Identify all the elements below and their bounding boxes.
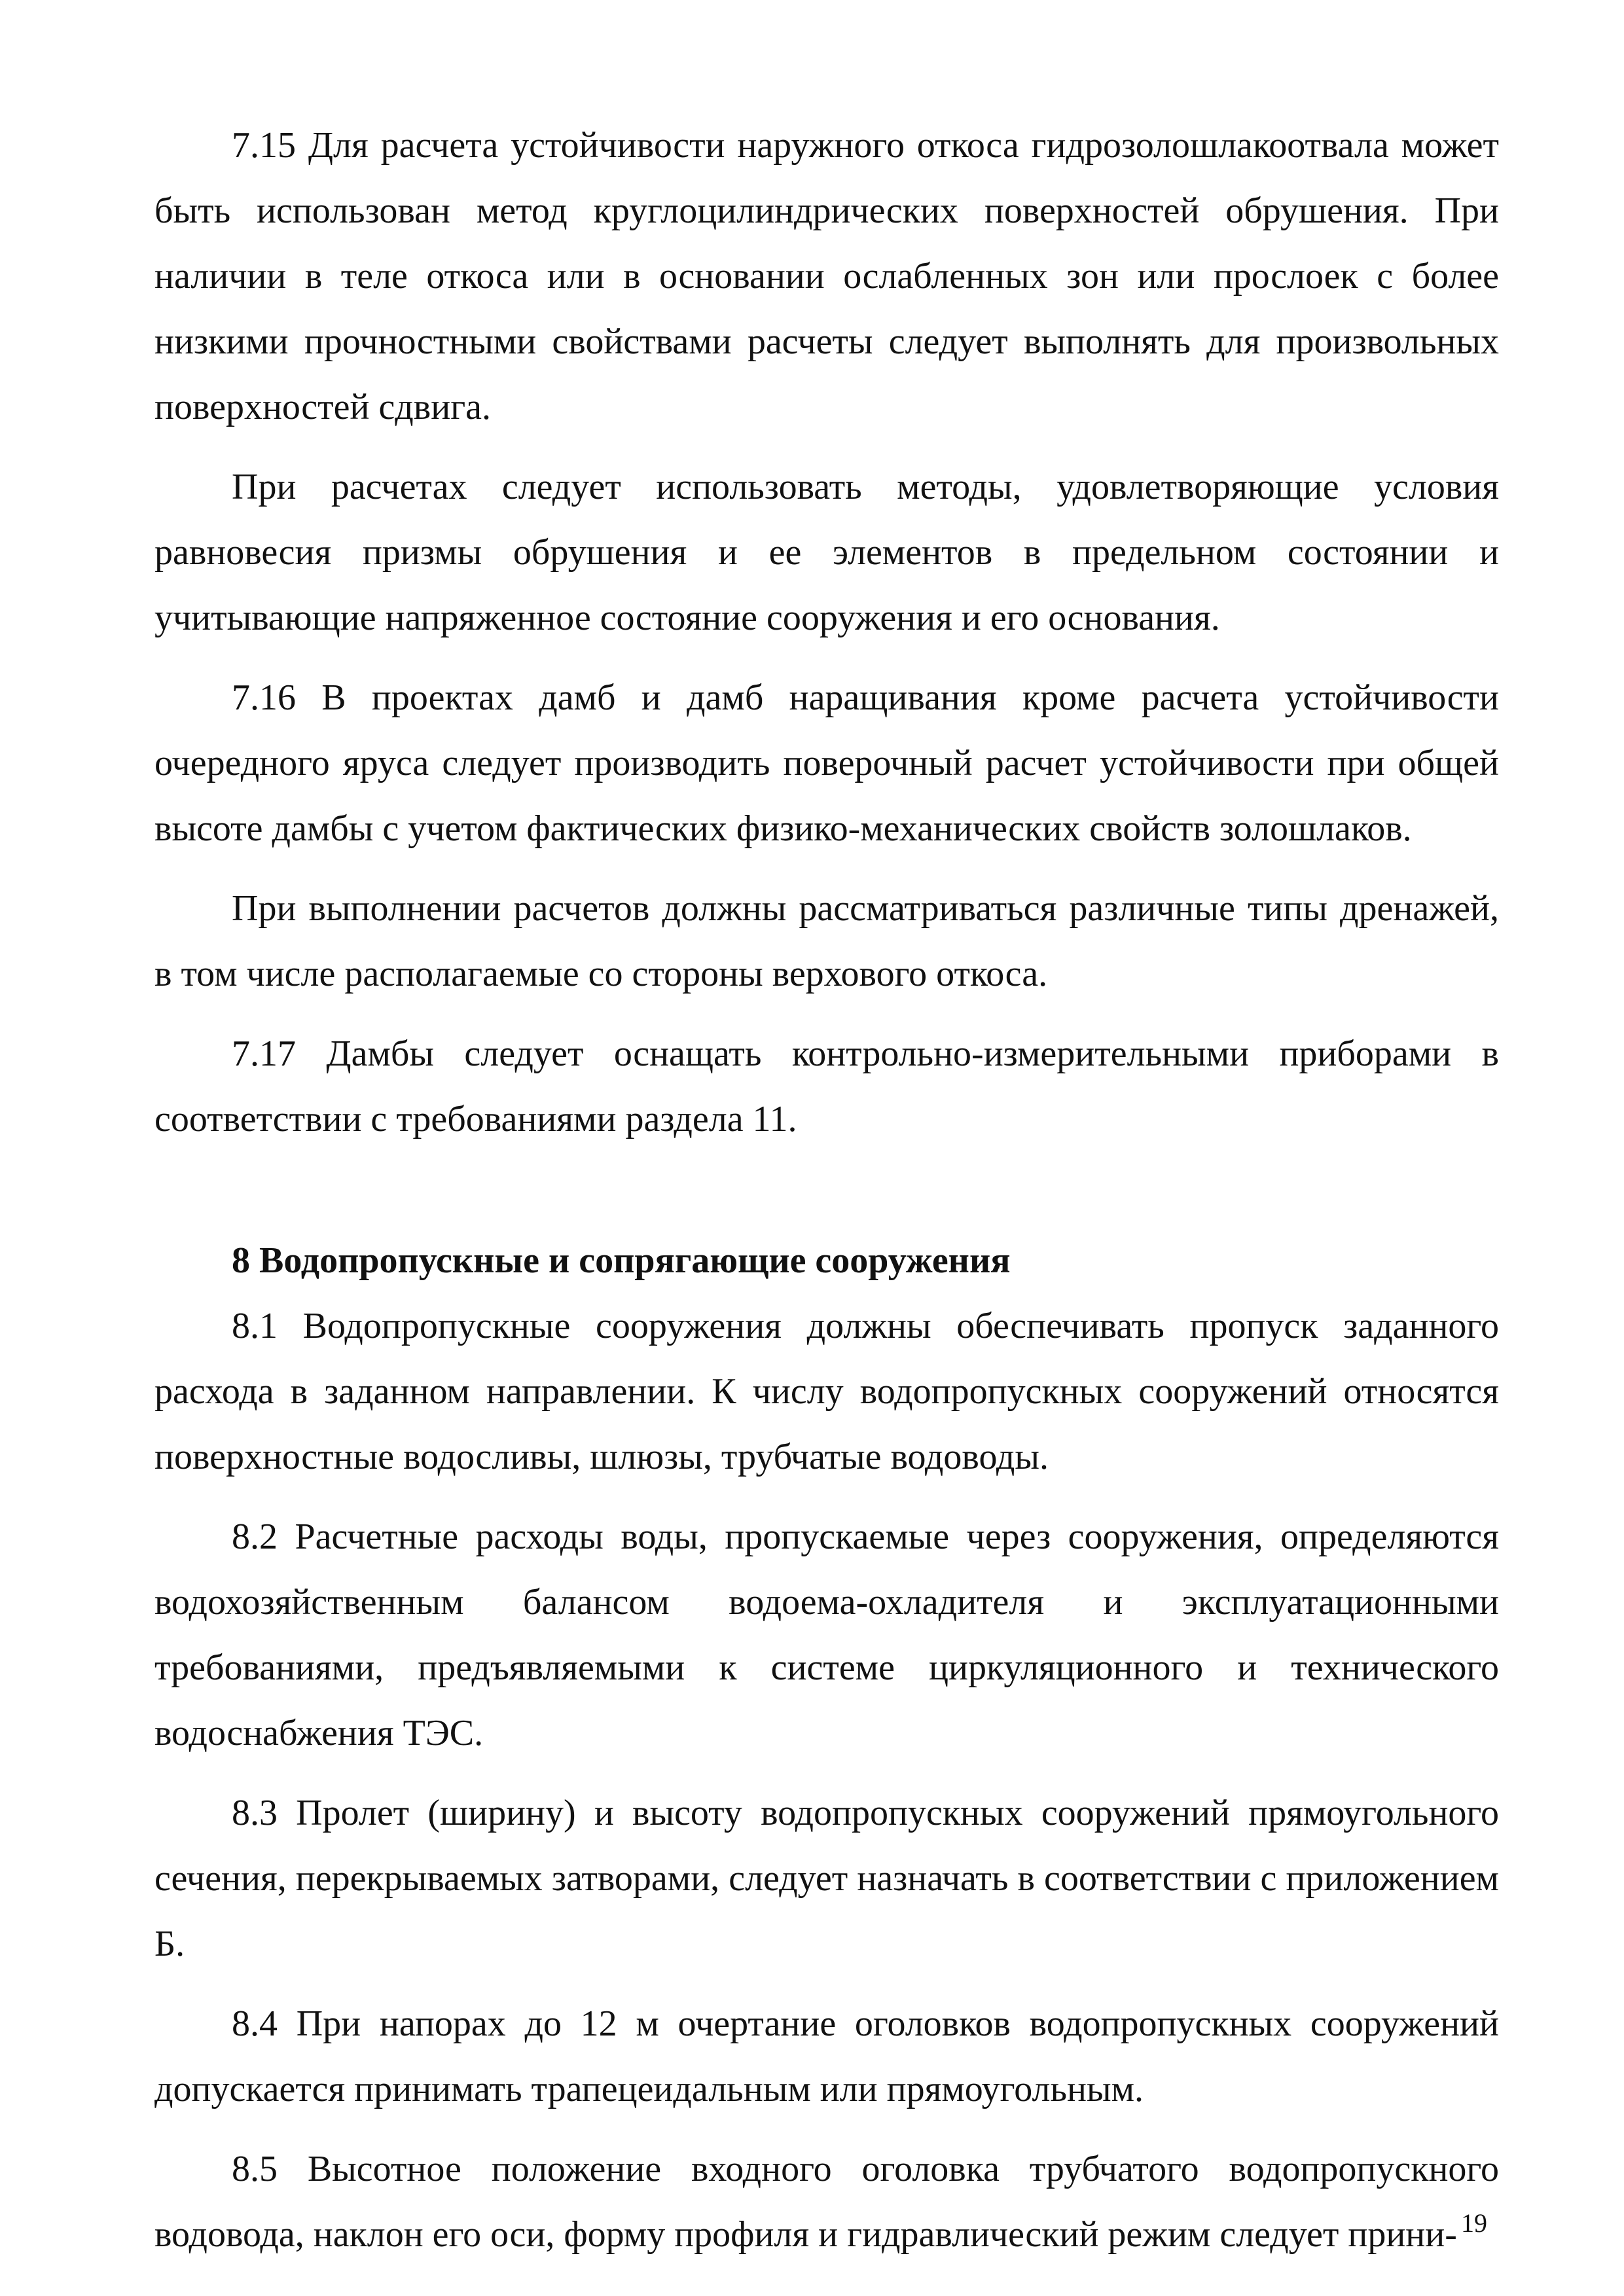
paragraph-8-5: 8.5 Высотное положение входного оголовка трубчатого водопропускного водовода, наклон его оси, форму профиля и гидравлический режим следует прини- — [154, 2149, 1499, 2255]
page-number: 19 — [1461, 2208, 1487, 2238]
paragraph-7-17: 7.17 Дамбы следует оснащать контрольно-измерительными приборами в соответствии с требованиями раздела 11. — [154, 1033, 1499, 1139]
section-heading: 8 Водопропускные и сопрягающие сооружения — [232, 1240, 1011, 1281]
paragraph-8-1: 8.1 Водопропускные сооружения должны обеспечивать пропуск заданного расхода в заданном направлении. К числу водопропускных сооружений относятся поверхностные водосливы, шлюзы, трубчатые водоводы. — [154, 1306, 1499, 1477]
paragraph-8-2: 8.2 Расчетные расходы воды, пропускаемые через сооружения, определяются водохозяйственным балансом водоема-охладителя и эксплуатационными требованиями, предъявляемыми к системе циркуляционного и технического водоснабжения ТЭС. — [154, 1516, 1499, 1753]
paragraph-7-15-continued: При расчетах следует использовать методы, удовлетворяющие условия равновесия призмы обрушения и ее элементов в предельном состоянии и учитывающие напряженное состояние сооружения и его основания. — [154, 467, 1499, 638]
paragraph-7-16: 7.16 В проектах дамб и дамб наращивания кроме расчета устойчивости очередного яруса следует производить поверочный расчет устойчивости при общей высоте дамбы с учетом фактических физико-механических свойств золошлаков. — [154, 677, 1499, 849]
body-text — [154, 113, 1499, 2282]
paragraph-8-4: 8.4 При напорах до 12 м очертание оголовков водопропускных сооружений допускается принимать трапецеидальным или прямоугольным. — [154, 2003, 1499, 2109]
paragraph-7-15: 7.15 Для расчета устойчивости наружного откоса гидрозолошлакоотвала может быть использован метод круглоцилиндрических поверхностей обрушения. При наличии в теле откоса или в основании ослабленных зон или прослоек с более низкими прочностными свойствами расчеты следует выполнять для произвольных поверхностей сдвига. — [154, 125, 1499, 427]
paragraph-7-16-continued: При выполнении расчетов должны рассматриваться различные типы дренажей, в том числе располагаемые со стороны верхового откоса. — [154, 888, 1499, 994]
paragraph-8-3: 8.3 Пролет (ширину) и высоту водопропускных сооружений прямоугольного сечения, перекрываемых затворами, следует назначать в соответствии с приложением Б. — [154, 1793, 1499, 1964]
